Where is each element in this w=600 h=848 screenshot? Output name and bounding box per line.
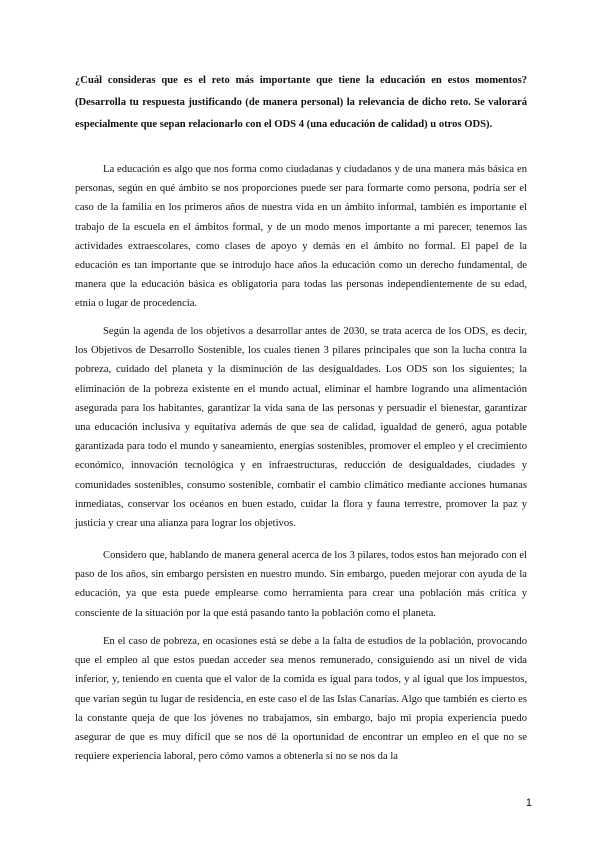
paragraph-1: La educación es algo que nos forma como ciudadanas y ciudadanos y de una manera más básica en personas, según en qué ámbito se nos proporciones puede ser para formarte como persona, podría ser el caso de la familia en los primeros años de nuestra vida en un ámbito informal, también es importante el trabajo de la escuela en el ámbitos formal, y de un modo menos importante a mi parecer, tenemos las actividades extraescolares, como clases de apoyo y demás en el ámbito no formal. El papel de la educación es tan importante que se introdujo hace años la educación como un derecho fundamental, de manera que la educación básica es obligatoria para todas las personas independientemente de su edad, etnia o lugar de procedencia.: [75, 164, 527, 310]
paragraph-3: Considero que, hablando de manera general acerca de los 3 pilares, todos estos han mejorado con el paso de los años, sin embargo persisten en nuestro mundo. Sin embargo, pueden mejorar con ayuda de la educación, ya que esta puede emplearse como herramienta para crear una población más crítica y consciente de la situación por la que está pasando tanto la población como el planeta.: [75, 550, 527, 619]
paragraph-2: Según la agenda de los objetivos a desarrollar antes de 2030, se trata acerca de los ODS, es decir, los Objetivos de Desarrollo Sostenible, los cuales tienen 3 pilares principales que son la lucha contra la pobreza, cuidado del planeta y la disminución de las desigualdades. Los ODS son los siguientes; la eliminación de la pobreza existente en el mundo actual, eliminar el hambre logrando una alimentación asegurada para los habitantes, garantizar la vida sana de las personas y persuadir el bienestar, garantizar una educación inclusiva y equitativa además de que sea de calidad, igualdad de generó, agua potable garantizada para todo el mundo y saneamiento, energías sostenibles, promover el empleo y el crecimiento económico, innovación tecnológica y en infraestructuras, reducción de desigualdades, ciudades y comunidades sostenibles, consumo sostenible, combatir el cambio climático mediante acciones humanas inmediatas, conservar los océanos en buen estado, cuidar la flora y fauna terrestre, promover la paz y justicia y crear una alianza para lograr los objetivos.: [75, 326, 527, 530]
paragraph-4: En el caso de pobreza, en ocasiones está se debe a la falta de estudios de la población, provocando que el empleo al que estos puedan acceder sea menos remunerado, consiguiendo así un nivel de vida inferior, y, teniendo en cuenta que el valor de la comida es igual para todos, y al igual que los impuestos, que varían según tu lugar de residencia, en este caso el de las Islas Canarias. Algo que también es cierto es la constante queja de que los jóvenes no trabajamos, sin embargo, bajo mi propia experiencia puedo asegurar de que es muy difícil que se nos dé la oportunidad de encontrar un empleo en el que no se requiere experiencia laboral, pero cómo vamos a obtenerla si no se nos da la: [75, 636, 527, 763]
question-heading: ¿Cuál consideras que es el reto más importante que tiene la educación en estos momentos? (Desarrolla tu respuesta justificando (de manera personal) la relevancia de dicho reto. Se valorará especialmente que sepan relacionarlo con el ODS 4 (una educación de calidad) u otros ODS).: [75, 75, 527, 131]
page-number: 1: [525, 797, 532, 809]
